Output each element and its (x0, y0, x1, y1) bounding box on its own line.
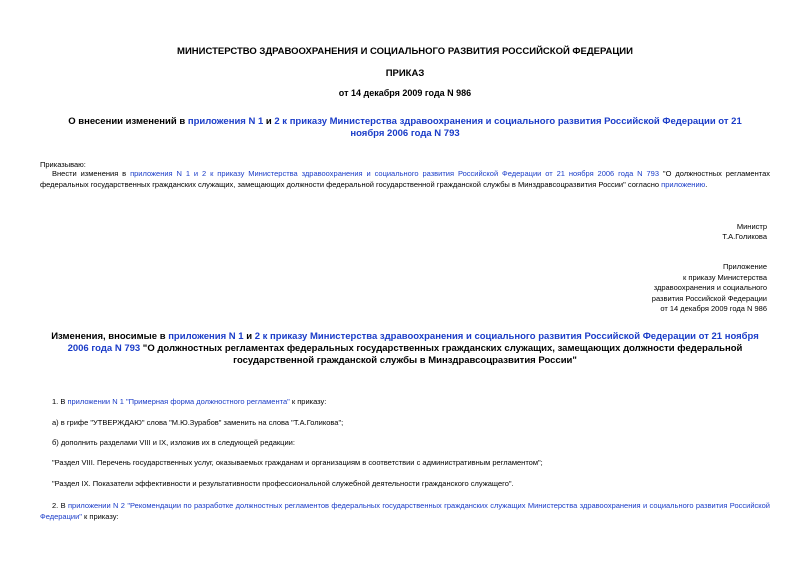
list-item (52, 397, 326, 406)
appendix-line: Приложение (723, 262, 767, 271)
order-text-suffix: "О должностных регламентах федеральных государственных гражданских служащих, замещающих должности федеральной государственной гражданской службы в Минздравсоцразвития России" согласно (40, 169, 770, 189)
order-intro: Приказываю: (40, 160, 86, 169)
item-link-appendix-2[interactable]: приложении N 2 "Рекомендации по разработке должностных регламентов федеральных государственных гражданских служащих Министерства здравоохранения и социального развития Российской Федерации" (40, 501, 770, 521)
list-item: б) дополнить разделами VIII и IX, изложив их в следующей редакции: (52, 438, 295, 447)
title-mid: и (263, 116, 275, 127)
appendix-line: развития Российской Федерации (651, 293, 767, 303)
order-link-appendix[interactable]: приложению (661, 180, 706, 189)
appendix-line: к приказу Министерства (683, 272, 767, 282)
changes-link-appendix-2[interactable]: 2 к приказу Министерства здравоохранения и социального развития Российской Федерации от 21 ноября 2006 года N 793 (67, 331, 759, 354)
changes-link-appendix-1[interactable]: приложения N 1 (168, 331, 244, 342)
appendix-line: от 14 декабря 2009 года N 986 (660, 304, 767, 313)
title-link-appendix-2[interactable]: 2 к приказу Министерства здравоохранения и социального развития Российской Федерации от 21 ноября 2006 года N 793 (274, 116, 742, 139)
list-item: "Раздел IX. Показатели эффективности и результативности профессиональной служебной деятельности гражданского служащего". (52, 479, 514, 488)
order-link-appendices[interactable]: приложения N 1 и 2 к приказу Министерства здравоохранения и социального развития Российской Федерации от 21 ноября 2006 года N 793 (130, 169, 660, 178)
document-title (50, 116, 760, 140)
item-link-appendix-1[interactable]: приложении N 1 "Примерная форма должностного регламента" (67, 397, 290, 406)
doc-date-number: от 14 декабря 2009 года N 986 (338, 88, 472, 98)
signature-name: Т.А.Голикова (722, 232, 767, 241)
item-suffix: к приказу: (289, 397, 327, 406)
title-prefix: О внесении изменений в (68, 116, 188, 127)
list-item: "Раздел VIII. Перечень государственных услуг, оказываемых гражданам и организациям в соответствии с административным регламентом"; (52, 458, 543, 467)
title-link-appendix-1[interactable]: приложения N 1 (187, 116, 264, 127)
order-text-prefix: Внести изменения в (52, 169, 131, 178)
changes-title-suffix: "О должностных регламентах федеральных государственных гражданских служащих, замещающих должности федеральной государственной гражданской службы в Минздравсоцразвития России" (140, 343, 743, 366)
list-item (40, 500, 770, 522)
order-text (40, 168, 770, 190)
ministry-heading: МИНИСТЕРСТВО ЗДРАВООХРАНЕНИЯ И СОЦИАЛЬНОГО РАЗВИТИЯ РОССИЙСКОЙ ФЕДЕРАЦИИ (177, 46, 633, 57)
item-prefix: 2. В (52, 501, 68, 510)
item-prefix: 1. В (52, 397, 68, 406)
changes-title-mid: и (243, 331, 255, 342)
doc-type-heading: ПРИКАЗ (385, 68, 425, 79)
changes-title (40, 331, 770, 367)
order-text-end: . (705, 180, 708, 189)
list-item: а) в грифе "УТВЕРЖДАЮ" слова "М.Ю.Зурабов" заменить на слова "Т.А.Голикова"; (52, 418, 344, 427)
item-suffix: к приказу: (81, 512, 119, 521)
appendix-reference (652, 262, 767, 315)
signature-position: Министр (736, 222, 767, 231)
changes-title-prefix: Изменения, вносимые в (51, 331, 169, 342)
appendix-line: здравоохранения и социального (653, 283, 767, 292)
